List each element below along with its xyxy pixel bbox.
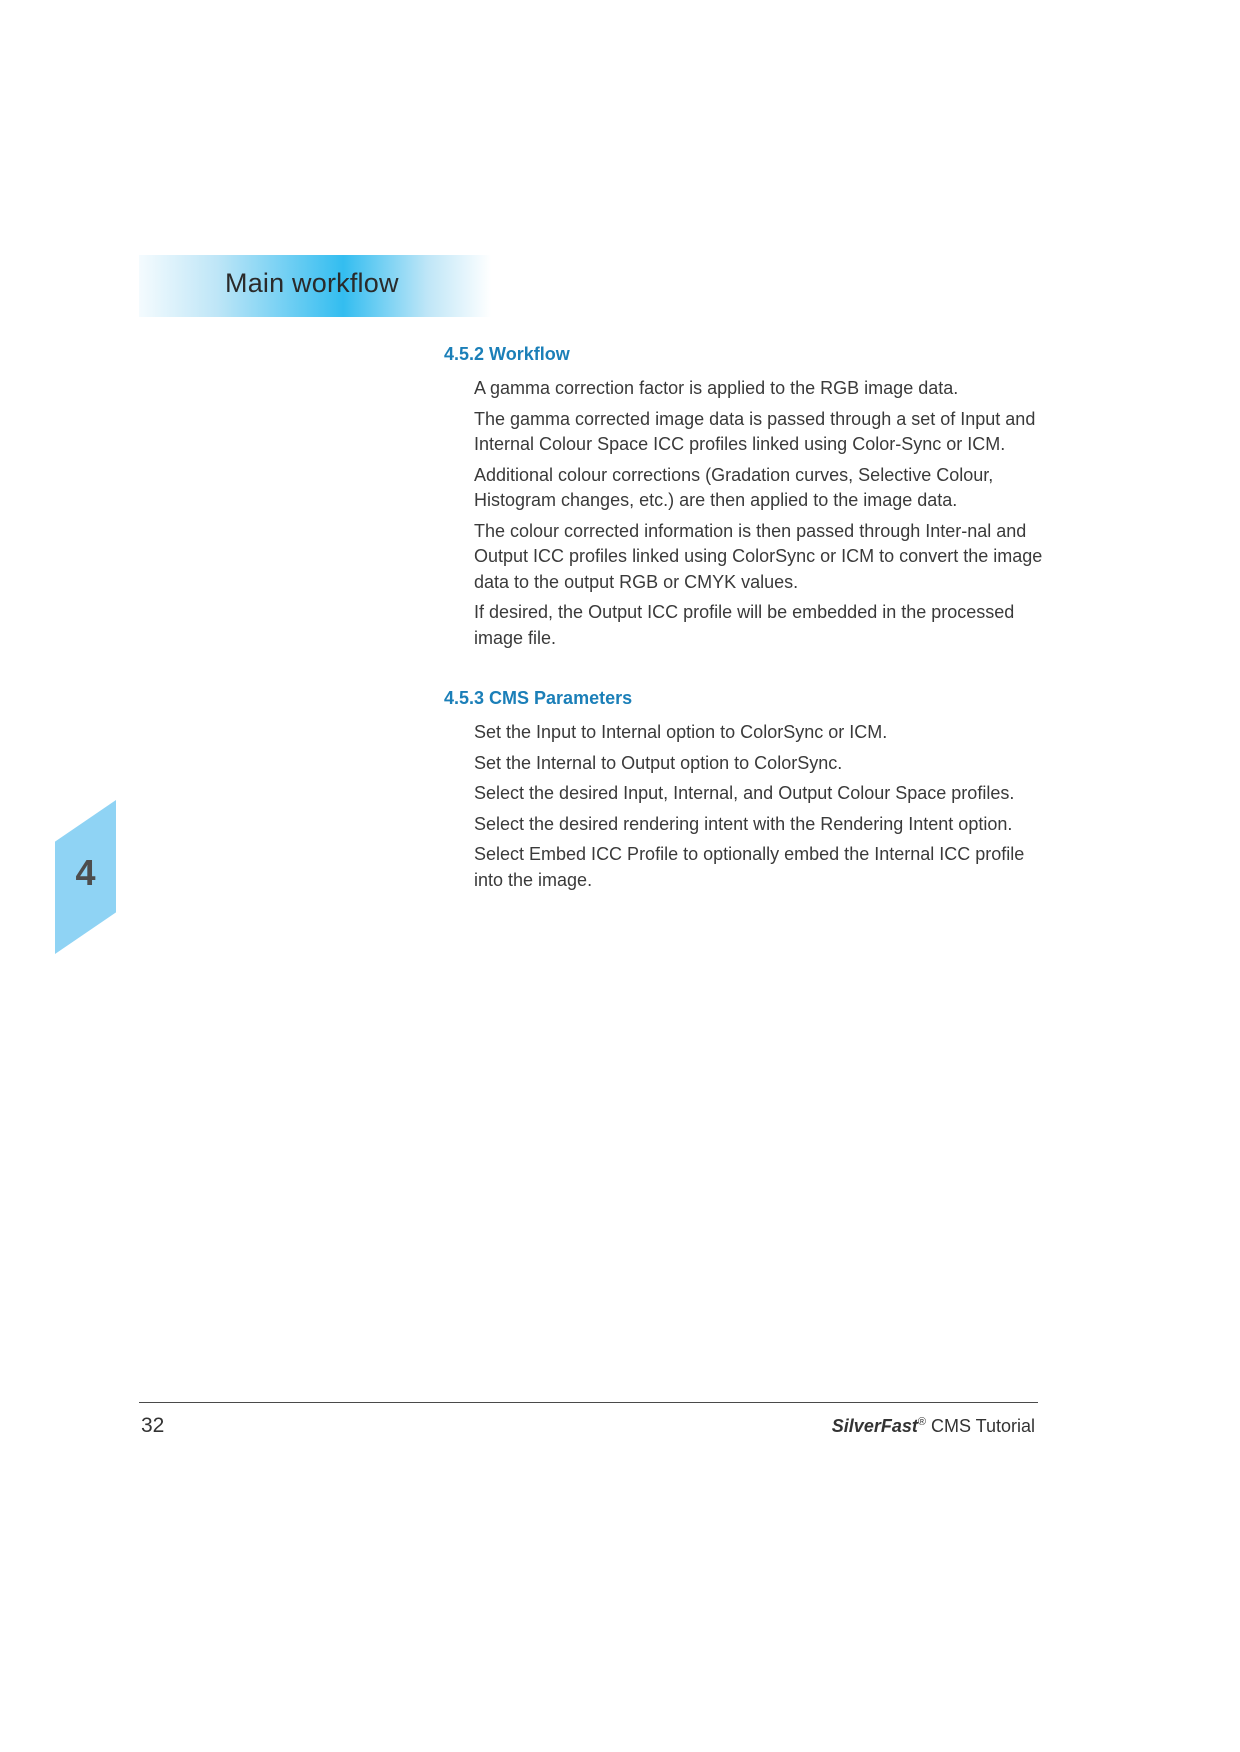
chapter-number: 4 xyxy=(75,852,96,893)
paragraph: Select Embed ICC Profile to optionally embed the Internal ICC profile into the image. xyxy=(474,844,1025,890)
paragraph: A gamma correction factor is applied to the RGB image data. xyxy=(474,378,959,398)
paragraph: Set the Input to Internal option to ColorSync or ICM. xyxy=(474,722,888,742)
paragraph: Select the desired Input, Internal, and Output Colour Space profiles. xyxy=(474,783,1015,803)
footer-title xyxy=(832,1416,1035,1437)
paragraph: Select the desired rendering intent with the Rendering Intent option. xyxy=(474,813,1013,834)
paragraph: The gamma corrected image data is passed through a set of Input and Internal Colour Space ICC profiles linked using Color-Sync or ICM. xyxy=(474,408,1036,454)
section-heading: 4.5.3 CMS Parameters xyxy=(444,688,633,708)
section-heading: 4.5.2 Workflow xyxy=(444,344,570,364)
main-content xyxy=(444,340,1044,898)
paragraph: If desired, the Output ICC profile will be embedded in the processed image file. xyxy=(474,602,1015,648)
paragraph: The colour corrected information is then passed through Inter-nal and Output ICC profiles linked using ColorSync or ICM to convert the image data to the output RGB or CMYK values. xyxy=(474,520,1043,592)
section-spacer xyxy=(444,656,1044,684)
paragraph: Set the Internal to Output option to ColorSync. xyxy=(474,752,843,773)
section-workflow xyxy=(444,340,1044,651)
page-title: Main workflow xyxy=(225,268,399,298)
paragraph: Additional colour corrections (Gradation curves, Selective Colour, Histogram changes, etc.) are then applied to the image data. xyxy=(474,464,994,510)
footer-title-text: CMS Tutorial xyxy=(930,1416,1035,1436)
footer-divider xyxy=(139,1402,1038,1403)
page-number: 32 xyxy=(141,1414,165,1437)
section-cms-parameters xyxy=(444,684,1044,893)
registered-mark: ® xyxy=(917,1416,926,1428)
brand-name: SilverFast xyxy=(831,1416,918,1436)
